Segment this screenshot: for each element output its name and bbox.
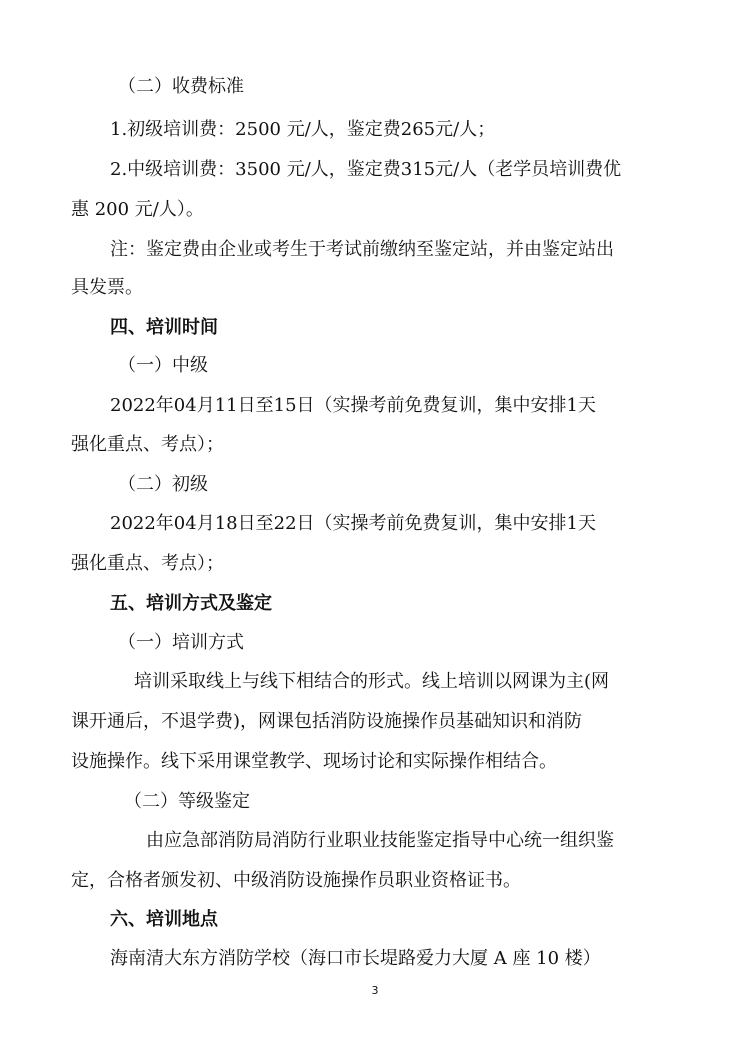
- training-method-para-3: 设施操作。线下采用课堂教学、现场讨论和实际操作相结合。: [71, 751, 557, 772]
- basic-dates-cont: 强化重点、考点）；: [71, 553, 224, 574]
- intermediate-dates-cont: 强化重点、考点）；: [71, 434, 224, 455]
- basic-dates: 2022年04月18日至22日（实操考前免费复训，集中安排1天: [110, 513, 596, 534]
- fee-standard-heading: （二）收费标准: [118, 76, 244, 97]
- training-location-address: 海南清大东方消防学校（海口市长堤路爱力大厦 A 座 10 楼）: [110, 948, 601, 969]
- section-heading-training-location: 六、培训地点: [110, 909, 218, 930]
- basic-subheading: （二）初级: [118, 474, 208, 495]
- note-line: 注：鉴定费由企业或考生于考试前缴纳至鉴定站，并由鉴定站出: [110, 239, 614, 260]
- note-line-cont: 具发票。: [71, 277, 143, 298]
- grade-appraisal-para-1: 由应急部消防局消防行业职业技能鉴定指导中心统一组织鉴: [146, 830, 614, 851]
- intermediate-fee-line: 2.中级培训费：3500 元/人，鉴定费315元/人（老学员培训费优: [110, 159, 622, 180]
- training-method-para-2: 课开通后，不退学费)，网课包括消防设施操作员基础知识和消防: [71, 711, 583, 732]
- section-heading-training-method: 五、培训方式及鉴定: [110, 593, 272, 614]
- grade-appraisal-para-2: 定，合格者颁发初、中级消防设施操作员职业资格证书。: [71, 870, 521, 891]
- intermediate-dates: 2022年04月11日至15日（实操考前免费复训，集中安排1天: [110, 395, 596, 416]
- intermediate-fee-line-cont: 惠 200 元/人）。: [71, 199, 204, 220]
- intermediate-subheading: （一）中级: [118, 355, 208, 376]
- basic-fee-line: 1.初级培训费：2500 元/人，鉴定费265元/人；: [110, 119, 496, 140]
- training-method-subheading: （一）培训方式: [118, 632, 244, 653]
- page-number: 3: [371, 984, 379, 997]
- grade-appraisal-subheading: （二）等级鉴定: [124, 791, 250, 812]
- training-method-para-1: 培训采取线上与线下相结合的形式。线上培训以网课为主(网: [134, 671, 610, 692]
- section-heading-training-time: 四、培训时间: [110, 317, 218, 338]
